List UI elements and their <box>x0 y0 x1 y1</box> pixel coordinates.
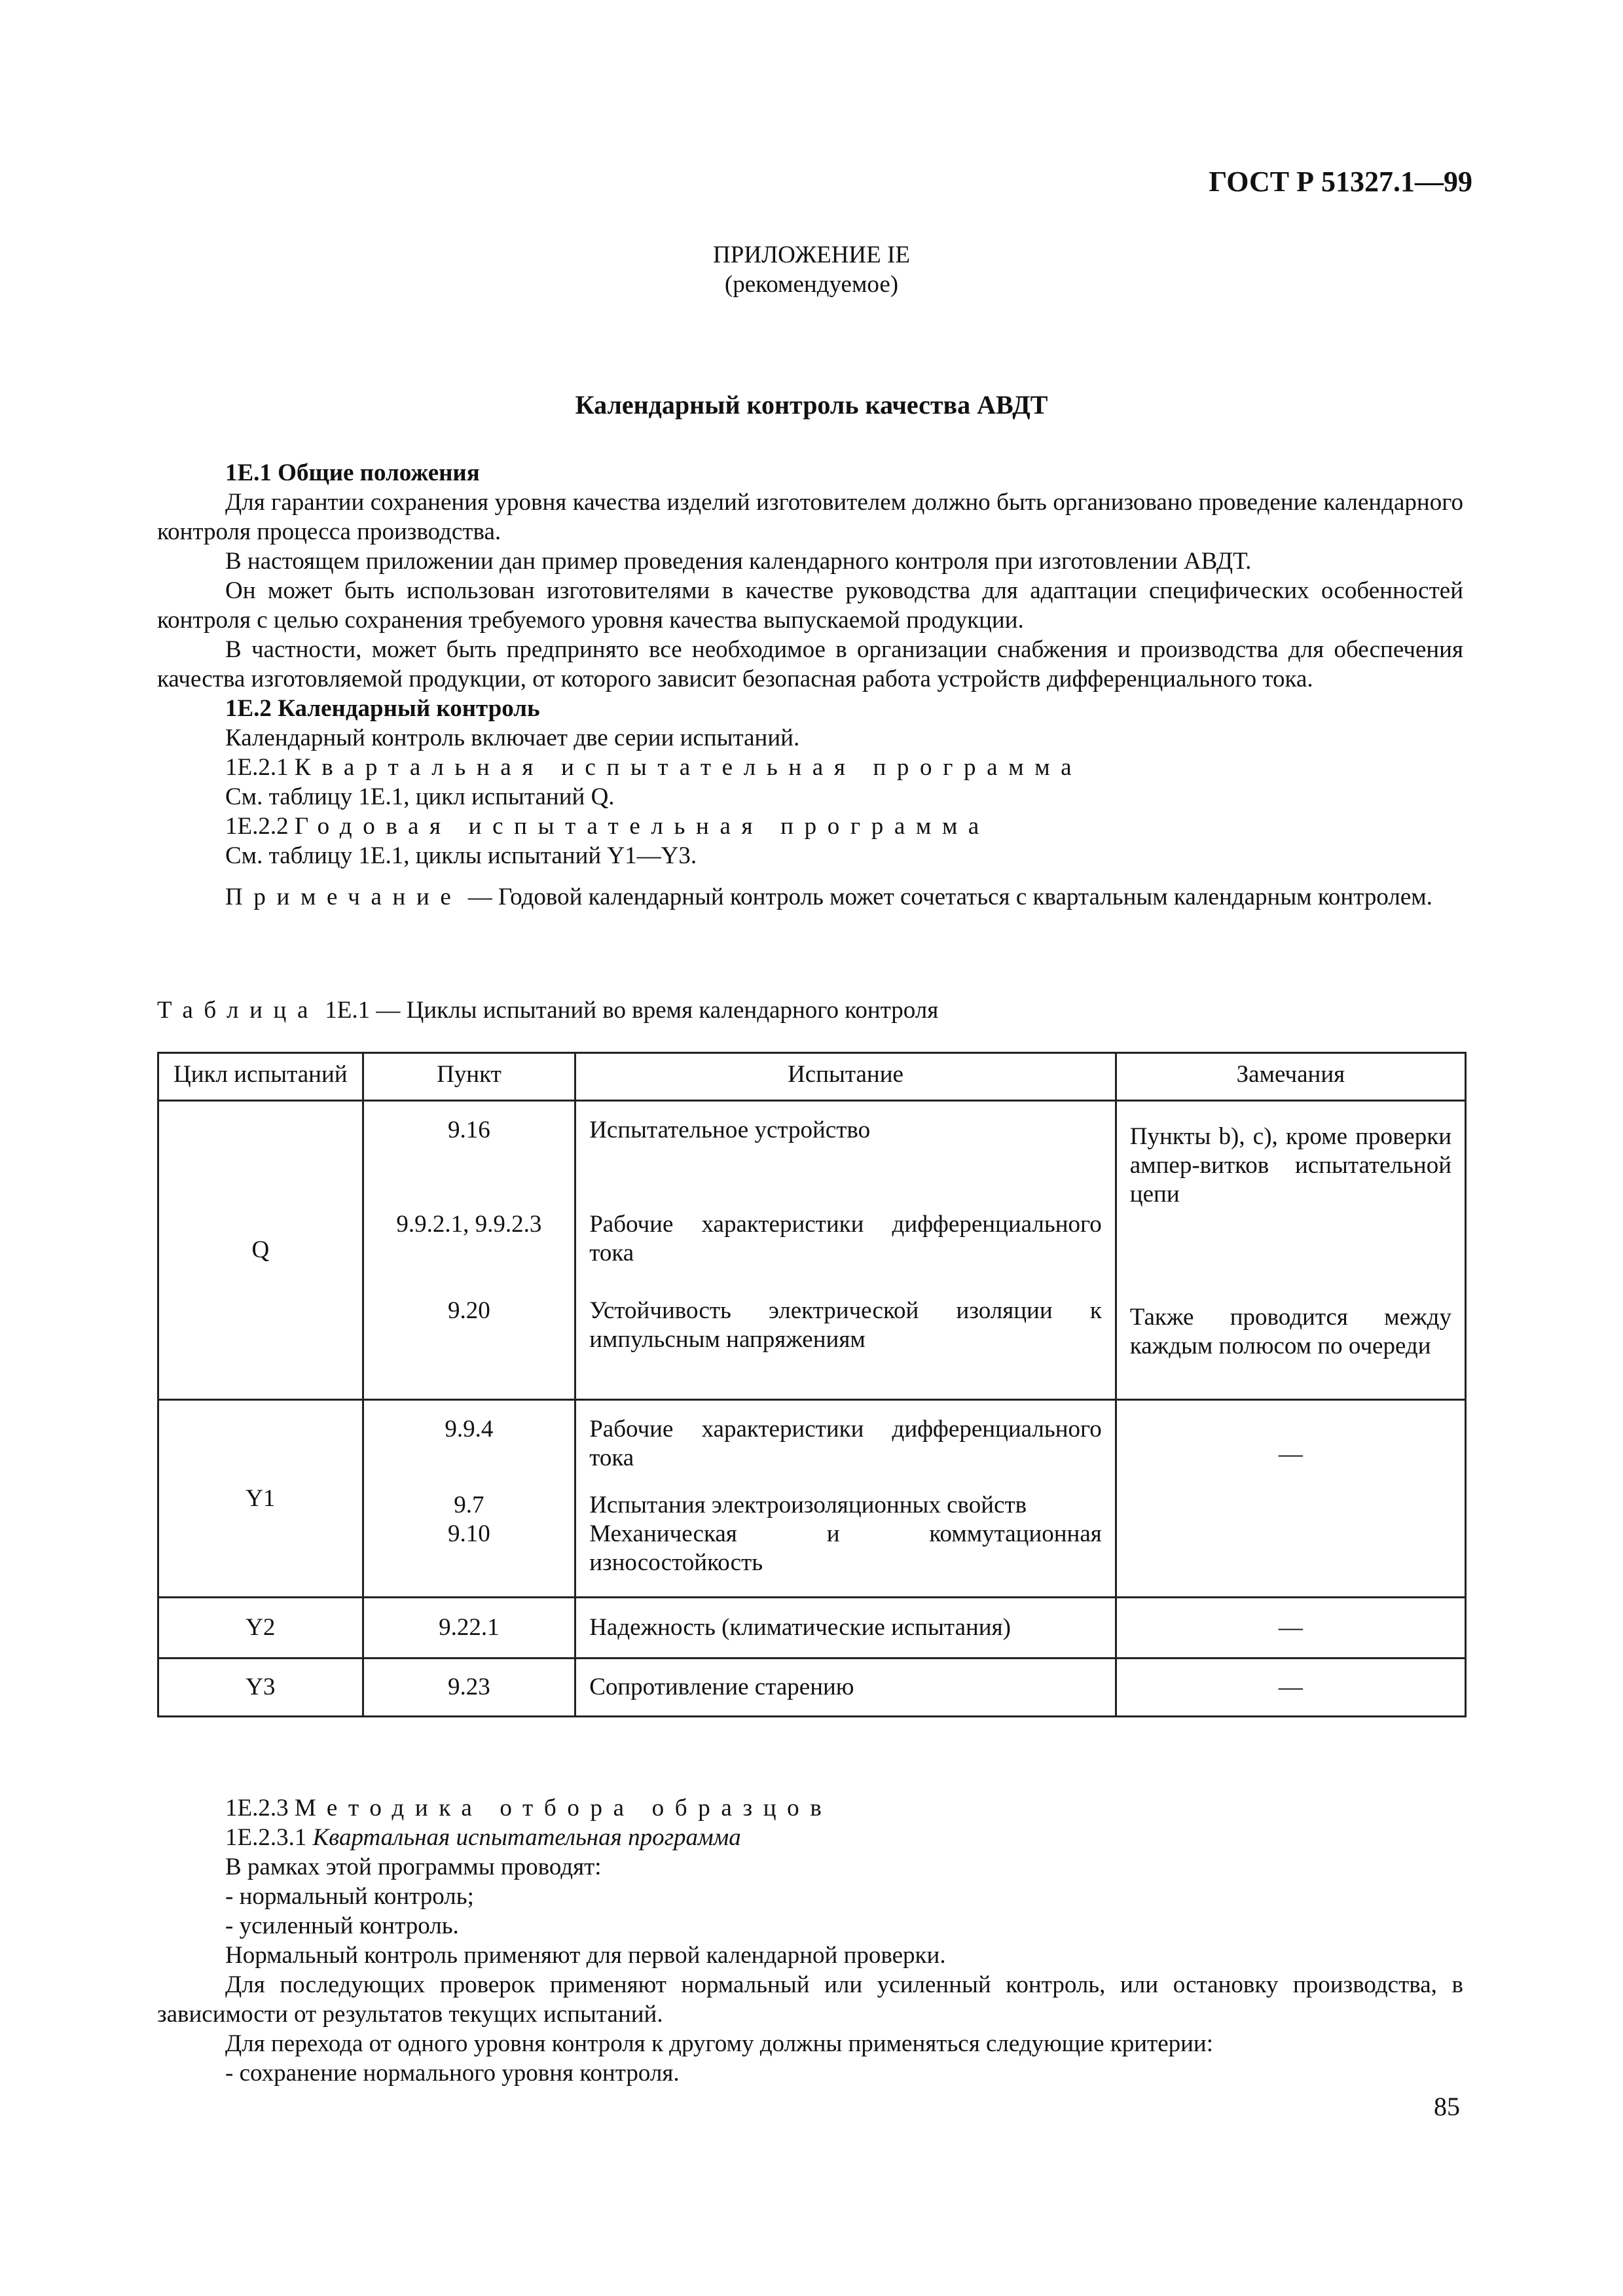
subsection-annual <box>157 812 1463 841</box>
list-item: - усиленный контроль. <box>225 1912 459 1939</box>
item-value: 9.10 <box>448 1520 490 1547</box>
test-cycles-table <box>157 1052 1467 1717</box>
test-name: Рабочие характеристики дифференциального тока <box>589 1211 1102 1266</box>
subsection-title: Годовая испытательная программа <box>294 813 990 840</box>
table-caption-label: Таблица <box>157 997 319 1024</box>
paragraph: Нормальный контроль применяют для первой календарной проверки. <box>225 1942 946 1969</box>
table-row <box>158 1659 1466 1717</box>
note-text: — Годовой календарный контроль может сочетаться с квартальным календарным контролем. <box>462 884 1432 910</box>
paragraph: Он может быть использован изготовителями в качестве руководства для адаптации специфических особенностей контроля с целью сохранения требуемого уровня качества выпускаемой продукции. <box>157 577 1463 634</box>
item-value: 9.9.4 <box>445 1416 494 1443</box>
item-value: 9.7 <box>454 1492 484 1518</box>
subsection-title: Методика отбора образцов <box>294 1795 833 1821</box>
test-cell <box>575 1659 1116 1717</box>
item-value: 9.9.2.1, 9.9.2.3 <box>396 1211 542 1238</box>
test-cell <box>575 1101 1116 1400</box>
test-name: Рабочие характеристики дифференциального тока <box>589 1416 1102 1471</box>
section-sampling <box>157 1793 1463 2088</box>
remark-cell: — <box>1116 1659 1465 1717</box>
subsection-sampling <box>157 1793 1463 1823</box>
column-header: Замечания <box>1116 1053 1465 1101</box>
subsection-title: Квартальная испытательная программа <box>312 1824 741 1851</box>
paragraph: Для перехода от одного уровня контроля к другому должны применяться следующие критерии: <box>225 2030 1213 2057</box>
cycle-cell: Q <box>158 1101 363 1400</box>
section-heading: 1Е.2 Календарный контроль <box>225 695 540 722</box>
annex-title: ПРИЛОЖЕНИЕ IE <box>713 242 910 268</box>
paragraph: Для гарантии сохранения уровня качества изделий изготовителем должно быть организовано проведение календарного контроля процесса производства. <box>157 489 1463 545</box>
subsection-number: 1Е.2.1 <box>225 754 289 781</box>
remark-text: Пункты b), с), кроме проверки ампер-витков испытательной цепи <box>1129 1123 1451 1208</box>
remark-cell: — <box>1116 1400 1465 1598</box>
table-header-row <box>158 1053 1466 1101</box>
section-heading: 1Е.1 Общие положения <box>225 459 480 486</box>
table-caption <box>157 996 938 1024</box>
paragraph: В частности, может быть предпринято все необходимое в организации снабжения и производства для обеспечения качества изготовляемой продукции, от которого зависит безопасная работа устройств дифференциального тока. <box>157 636 1463 692</box>
column-header: Пункт <box>363 1053 575 1101</box>
paragraph: Для последующих проверок применяют нормальный или усиленный контроль, или остановку производства, в зависимости от результатов текущих испытаний. <box>157 1971 1463 2028</box>
item-cell: 9.23 <box>363 1659 575 1717</box>
list-item: - нормальный контроль; <box>225 1883 474 1910</box>
document-title: Календарный контроль качества АВДТ <box>575 390 1048 420</box>
test-name: Сопротивление старению <box>589 1674 854 1700</box>
cycle-cell: Y2 <box>158 1598 363 1659</box>
test-cell <box>575 1598 1116 1659</box>
list-item: - сохранение нормального уровня контроля. <box>225 2060 680 2087</box>
table-row <box>158 1101 1466 1400</box>
test-name: Надежность (климатические испытания) <box>589 1614 1011 1641</box>
remark-cell: — <box>1116 1598 1465 1659</box>
test-cell <box>575 1400 1116 1598</box>
cycle-cell: Y3 <box>158 1659 363 1717</box>
subsection-number: 1Е.2.3 <box>225 1795 289 1821</box>
test-name: Механическая и коммутационная износостойкость <box>589 1520 1102 1576</box>
subsection-quarterly-program <box>157 1823 1463 1852</box>
standard-designation: ГОСТ Р 51327.1—99 <box>1209 166 1472 198</box>
paragraph: См. таблицу 1Е.1, циклы испытаний Y1—Y3. <box>225 842 697 869</box>
paragraph: См. таблицу 1Е.1, цикл испытаний Q. <box>225 783 615 810</box>
remark-text: Также проводится между каждым полюсом по очереди <box>1129 1304 1451 1359</box>
note <box>157 882 1463 912</box>
item-value: 9.16 <box>448 1117 490 1143</box>
subsection-number: 1Е.2.2 <box>225 813 289 840</box>
section-general <box>157 458 1463 912</box>
cycle-cell: Y1 <box>158 1400 363 1598</box>
table-row <box>158 1598 1466 1659</box>
item-cell: 9.22.1 <box>363 1598 575 1659</box>
test-name: Устойчивость электрической изоляции к импульсным напряжениям <box>589 1297 1102 1353</box>
test-name: Испытания электроизоляционных свойств <box>589 1492 1027 1518</box>
subsection-quarterly <box>157 753 1463 782</box>
annex-type: (рекомендуемое) <box>724 271 899 298</box>
page-number: 85 <box>1434 2092 1460 2121</box>
table-row <box>158 1400 1466 1598</box>
remark-cell <box>1116 1101 1465 1400</box>
column-header: Испытание <box>575 1053 1116 1101</box>
item-cell <box>363 1400 575 1598</box>
test-name: Испытательное устройство <box>589 1117 871 1143</box>
item-value: 9.20 <box>448 1297 490 1324</box>
item-cell <box>363 1101 575 1400</box>
paragraph: В рамках этой программы проводят: <box>225 1854 602 1880</box>
subsection-title: Квартальная испытательная программа <box>294 754 1083 781</box>
paragraph: Календарный контроль включает две серии испытаний. <box>225 725 800 751</box>
column-header: Цикл испытаний <box>158 1053 363 1101</box>
table-caption-text: 1Е.1 — Циклы испытаний во время календарного контроля <box>319 997 939 1024</box>
subsection-number: 1Е.2.3.1 <box>225 1824 307 1851</box>
paragraph: В настоящем приложении дан пример проведения календарного контроля при изготовлении АВДТ. <box>225 548 1252 575</box>
note-label: Примечание <box>225 884 462 910</box>
